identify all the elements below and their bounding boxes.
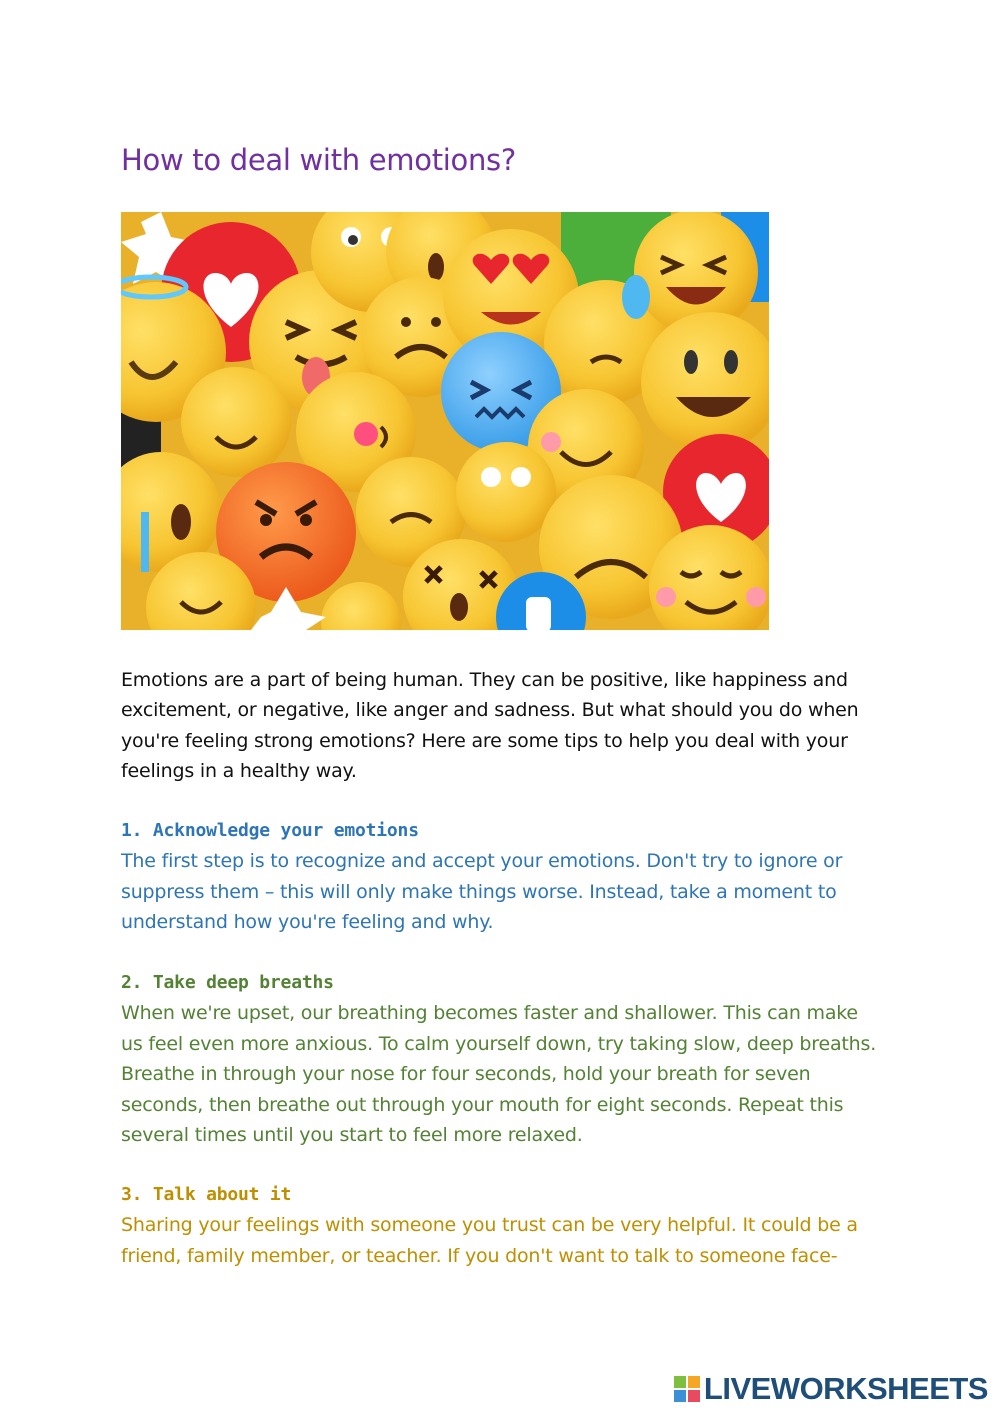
section-body: When we're upset, our breathing becomes faster and shallower. This can make us feel even more anxious. To calm yourself down, try taking slow, deep breaths. Breathe in through your nose for four seconds, hold your breath for seven seconds, then breathe out through your mouth for eight seconds. Repeat this several times until you start to feel more relaxed. [121,1002,877,1147]
liveworksheets-logo[interactable] [674,1372,988,1406]
logo-mark-icon [674,1376,700,1402]
section-body: Sharing your feelings with someone you trust can be very helpful. It could be a friend, family member, or teacher. If you don't want to talk to someone face- [121,1214,858,1267]
section-heading: 1. Acknowledge your emotions [121,820,419,841]
logo-text: LIVEWORKSHEETS [703,1371,988,1406]
page-title: How to deal with emotions? [121,143,516,178]
section-heading: 2. Take deep breaths [121,972,334,993]
section-body: The first step is to recognize and accept your emotions. Don't try to ignore or suppress them – this will only make things worse. Instead, take a moment to understand how you're feeling and why. [121,850,843,934]
section-heading: 3. Talk about it [121,1184,292,1205]
emoji-collage-image [121,212,769,630]
section-breathe [121,968,881,1150]
section-talk [121,1180,881,1271]
section-acknowledge [121,816,881,938]
intro-paragraph: Emotions are a part of being human. They can be positive, like happiness and excitement, or negative, like anger and sadness. But what should you do when you're feeling strong emotions? Here are some tips to help you deal with your feelings in a healthy way. [121,669,859,783]
